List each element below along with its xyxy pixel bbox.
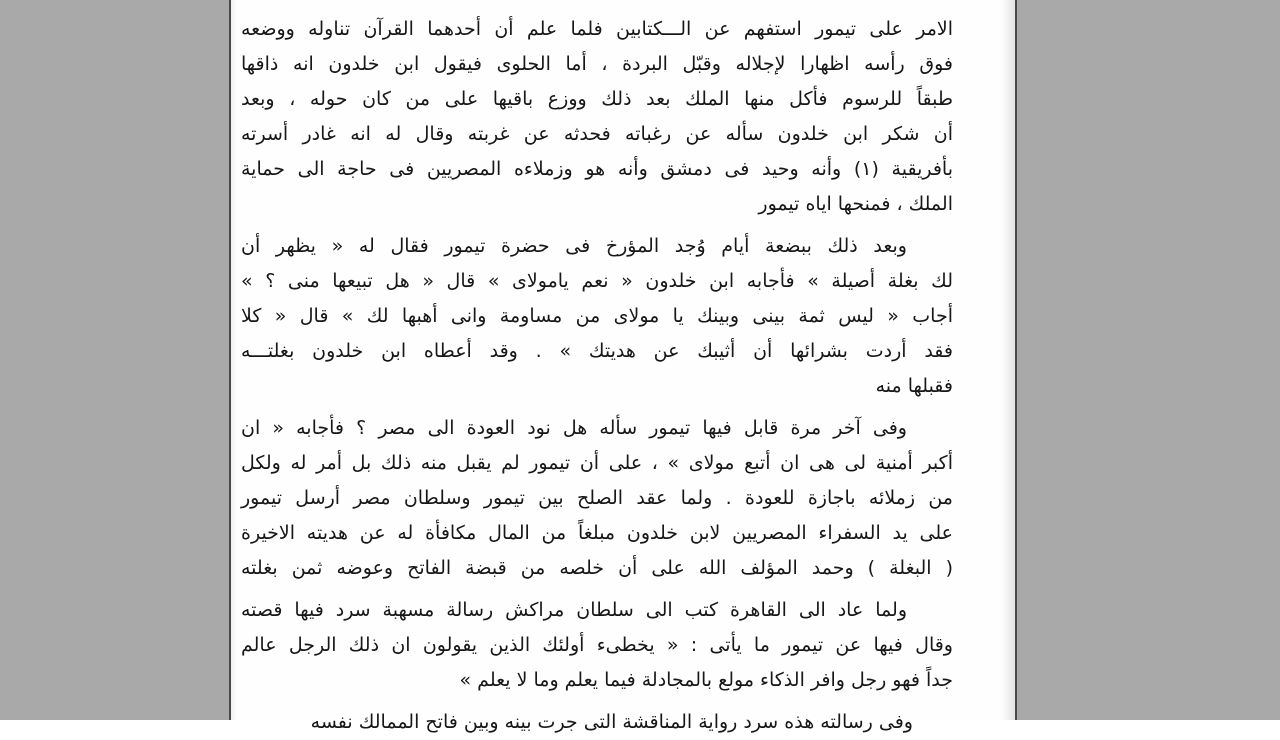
text-line: وبعد ذلك ببضعة أيام وُجد المؤرخ فى حضرة تيمور فقال له « يظهر أن	[241, 235, 907, 257]
text-line: ولما عاد الى القاهرة كتب الى سلطان مراكش رسالة مسهبة سرد فيها قصته	[241, 599, 907, 621]
text-line: وفى رسالته هذه سرد رواية المناقشة التى جرت بينه وبين فاتح الممالك نفسه	[310, 711, 913, 733]
text-line: فقد أردت بشرائها أن أثيبك عن هديتك » . وقد أعطاه ابن خلدون بغلتـــه	[241, 340, 953, 362]
text-line: بأفريقية (١) وأنه وحيد فى دمشق وأنه هو وزملاءه المصريين فى حاجة الى حماية	[241, 158, 953, 180]
text-line: وفى آخر مرة قابل فيها تيمور سأله هل نود العودة الى مصر ؟ فأجابه « ان	[241, 417, 907, 439]
text-line: الامر على تيمور استفهم عن الـــكتابين فلما علم أن أحدهما القرآن تناوله ووضعه	[241, 18, 953, 40]
text-line: لك بغلة أصيلة » فأجابه ابن خلدون « نعم يامولاى » قال « هل تبيعها منى ؟ »	[241, 270, 953, 292]
text-line: الملك ، فمنحها اياه تيمور	[758, 193, 953, 215]
text-line: ( البغلة ) وحمد المؤلف الله على أن خلصه من قبضة الفاتح وعوضه ثمن بغلته	[241, 557, 953, 579]
text-line: جداً فهو رجل وافر الذكاء مولع بالمجادلة فيما يعلم وما لا يعلم »	[459, 669, 953, 691]
page-text-block	[231, 0, 1015, 740]
text-line: أجاب « ليس ثمة بينى وبينك يا مولاى من مساومة وانى أهبها لك » قال « كلا	[241, 305, 953, 327]
text-line: فوق رأسه اظهارا لإجلاله وقبّل البردة ، أما الحلوى فيقول ابن خلدون انه ذاقها	[241, 53, 953, 75]
text-line: أن شكر ابن خلدون سأله عن رغباته فحدثه عن غربته وقال له انه غادر أسرته	[241, 123, 953, 145]
text-line: فقبلها منه	[875, 375, 953, 397]
text-line: طبقاً للرسوم فأكل منها الملك بعد ذلك ووزع باقيها على من كان حوله ، وبعد	[241, 88, 953, 110]
scanned-page	[229, 0, 1017, 733]
text-line: على يد السفراء المصريين لابن خلدون مبلغاً من المال مكافأة له عن هديته الاخيرة	[241, 522, 953, 544]
text-line: أكبر أمنية لى هى ان أتبع مولاى » ، على أن تيمور لم يقبل منه ذلك بل أمر له ولكل	[241, 452, 953, 474]
text-line: وقال فيها عن تيمور ما يأتى : « يخطىء أولئك الذين يقولون ان ذلك الرجل عالم	[241, 634, 953, 656]
text-line: من زملائه باجازة للعودة . ولما عقد الصلح بين تيمور وسلطان مصر أرسل تيمور	[241, 487, 953, 509]
